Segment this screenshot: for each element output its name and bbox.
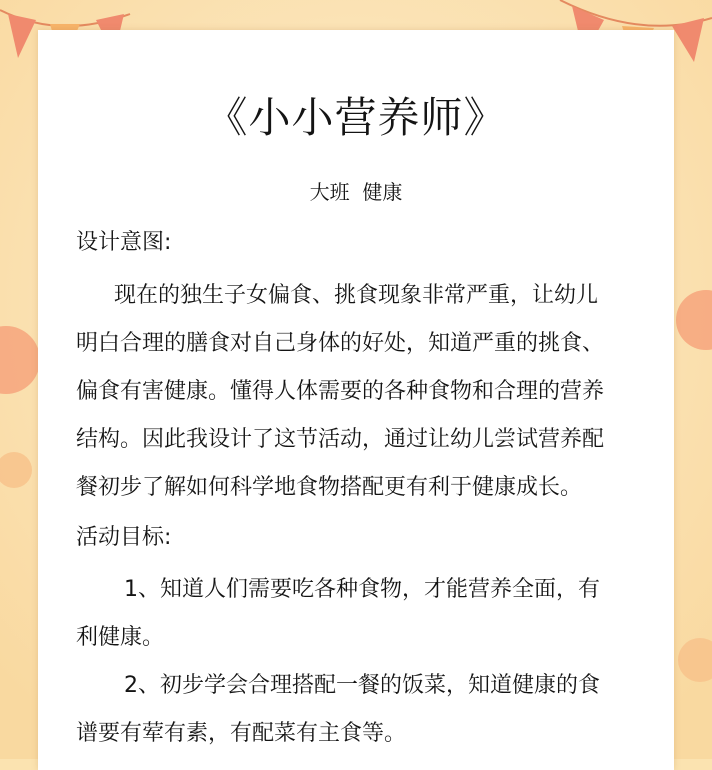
paragraph-line: 利健康。	[76, 625, 165, 650]
paragraph-line: 2、初步学会合理搭配一餐的饭菜，知道健康的食	[124, 673, 600, 698]
document-title: 《小小营养师》	[205, 93, 507, 142]
paragraph-line: 偏食有害健康。懂得人体需要的各种食物和合理的营养	[76, 379, 605, 404]
paragraph-line: 1、知道人们需要吃各种食物，才能营养全面，有	[124, 577, 600, 602]
section-heading-design-intent: 设计意图:	[76, 230, 172, 255]
paragraph-line: 结构。因此我设计了这节活动，通过让幼儿尝试营养配	[76, 427, 605, 452]
section-heading-activity-goals: 活动目标:	[76, 525, 172, 550]
design-intent-paragraph	[76, 272, 646, 512]
goal-item-1	[76, 566, 646, 662]
paragraph-line: 谱要有荤有素，有配菜有主食等。	[76, 721, 407, 746]
paragraph-line: 餐初步了解如何科学地食物搭配更有利于健康成长。	[76, 475, 583, 500]
document-subtitle: 大班 健康	[309, 180, 403, 204]
paragraph-line: 明白合理的膳食对自己身体的好处，知道严重的挑食、	[76, 331, 605, 356]
paragraph-line: 现在的独生子女偏食、挑食现象非常严重，让幼儿	[114, 283, 599, 308]
goal-item-2	[76, 662, 646, 758]
